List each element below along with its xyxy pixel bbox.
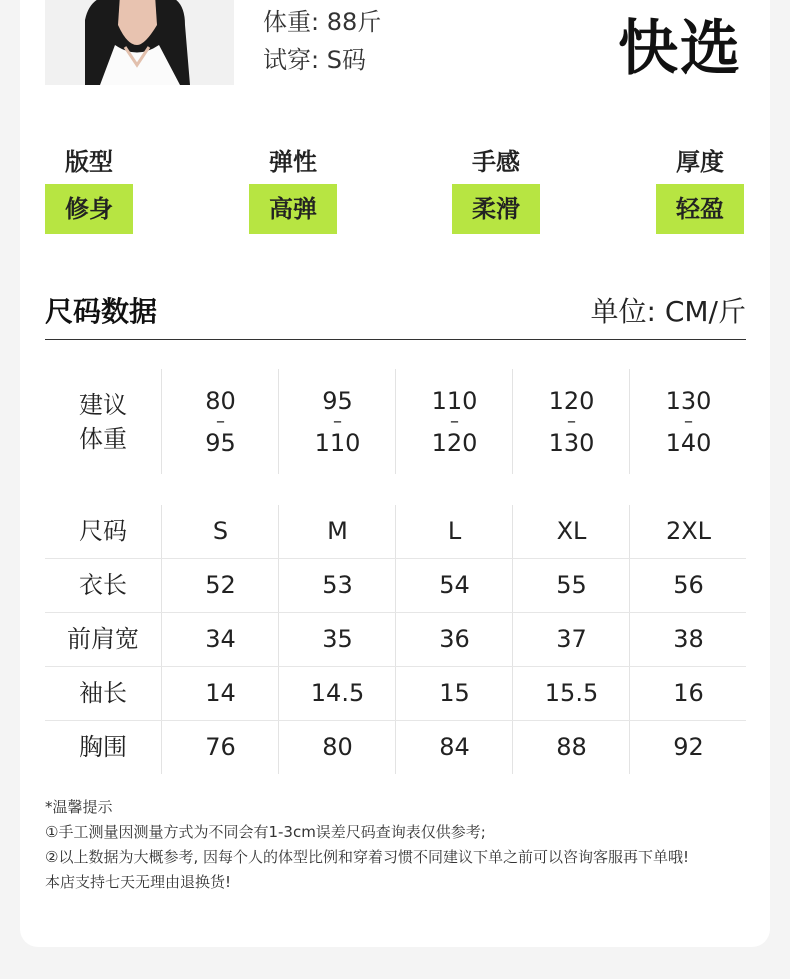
- weight-sep: –: [567, 410, 576, 432]
- table-cell: 55: [512, 559, 630, 612]
- attr-label-feel: 手感: [472, 148, 520, 176]
- table-cell: XL: [512, 505, 630, 558]
- weight-sep: –: [333, 410, 342, 432]
- table-cell: M: [278, 505, 396, 558]
- weight-from: 130: [665, 386, 712, 415]
- attr-label-thickness: 厚度: [676, 148, 724, 176]
- table-cell: 37: [512, 613, 630, 666]
- table-cell: 36: [395, 613, 513, 666]
- weight-sep: –: [450, 410, 459, 432]
- table-cell: L: [395, 505, 513, 558]
- quick-pick-badge: 快选: [618, 14, 742, 84]
- table-cell: 56: [629, 559, 747, 612]
- model-photo: [45, 0, 234, 85]
- weight-header-line2: 体重: [79, 424, 127, 453]
- attr-tag-fit: 修身: [45, 184, 133, 234]
- row-label: 尺码: [79, 517, 127, 545]
- weight-sep: –: [216, 410, 225, 432]
- weight-range: [395, 369, 513, 474]
- attr-tag-elasticity: 高弹: [249, 184, 337, 234]
- row-label: 胸围: [79, 733, 127, 761]
- table-cell: 14: [161, 667, 279, 720]
- weight-from: 120: [548, 386, 595, 415]
- table-row-sleeve: [45, 667, 746, 721]
- tips-notes: [45, 795, 689, 895]
- tip-measurement: ①手工测量因测量方式为不同会有1-3cm误差尺码查询表仅供参考;: [45, 823, 486, 841]
- attr-tag-thickness: 轻盈: [656, 184, 744, 234]
- table-row-length: [45, 559, 746, 613]
- table-cell: 53: [278, 559, 396, 612]
- table-cell: 92: [629, 721, 747, 774]
- weight-range: [161, 369, 279, 474]
- table-row-size: [45, 505, 746, 559]
- table-cell: 54: [395, 559, 513, 612]
- table-cell: 14.5: [278, 667, 396, 720]
- weight-to: 130: [548, 428, 595, 457]
- table-cell: 84: [395, 721, 513, 774]
- weight-to: 140: [665, 428, 712, 457]
- attr-label-fit: 版型: [65, 148, 113, 176]
- tip-reference: ②以上数据为大概参考, 因每个人的体型比例和穿着习惯不同建议下单之前可以咨询客服再下单哦!: [45, 848, 690, 866]
- table-cell: 35: [278, 613, 396, 666]
- tips-title: *温馨提示: [45, 798, 113, 816]
- unit-label: 单位: CM/斤: [590, 295, 746, 328]
- table-cell: 15.5: [512, 667, 630, 720]
- table-cell: 38: [629, 613, 747, 666]
- table-row-chest: [45, 721, 746, 774]
- section-divider: [45, 339, 746, 340]
- tip-return-policy: 本店支持七天无理由退换货!: [45, 873, 232, 891]
- weight-header: [45, 369, 161, 474]
- weight-header-line1: 建议: [79, 390, 127, 419]
- weight-to: 120: [431, 428, 478, 457]
- table-cell: 2XL: [629, 505, 747, 558]
- model-weight: 体重: 88斤: [263, 8, 382, 36]
- weight-sep: –: [684, 410, 693, 432]
- weight-range: [512, 369, 630, 474]
- row-label: 袖长: [79, 679, 127, 707]
- attr-label-elasticity: 弹性: [269, 148, 317, 176]
- table-cell: 88: [512, 721, 630, 774]
- weight-to: 95: [205, 428, 236, 457]
- weight-from: 80: [205, 386, 236, 415]
- table-cell: 76: [161, 721, 279, 774]
- weight-range: [278, 369, 396, 474]
- size-chart-table: [45, 505, 746, 774]
- model-tryon-size: 试穿: S码: [263, 46, 366, 74]
- table-cell: S: [161, 505, 279, 558]
- table-cell: 16: [629, 667, 747, 720]
- weight-to: 110: [314, 428, 361, 457]
- weight-from: 95: [322, 386, 353, 415]
- table-cell: 15: [395, 667, 513, 720]
- weight-from: 110: [431, 386, 478, 415]
- weight-range: [629, 369, 747, 474]
- attr-tag-feel: 柔滑: [452, 184, 540, 234]
- weight-range-table: [45, 369, 746, 474]
- row-label: 衣长: [79, 571, 127, 599]
- table-cell: 34: [161, 613, 279, 666]
- table-cell: 80: [278, 721, 396, 774]
- table-cell: 52: [161, 559, 279, 612]
- table-row-shoulder: [45, 613, 746, 667]
- size-data-title: 尺码数据: [45, 295, 158, 328]
- row-label: 前肩宽: [67, 625, 139, 653]
